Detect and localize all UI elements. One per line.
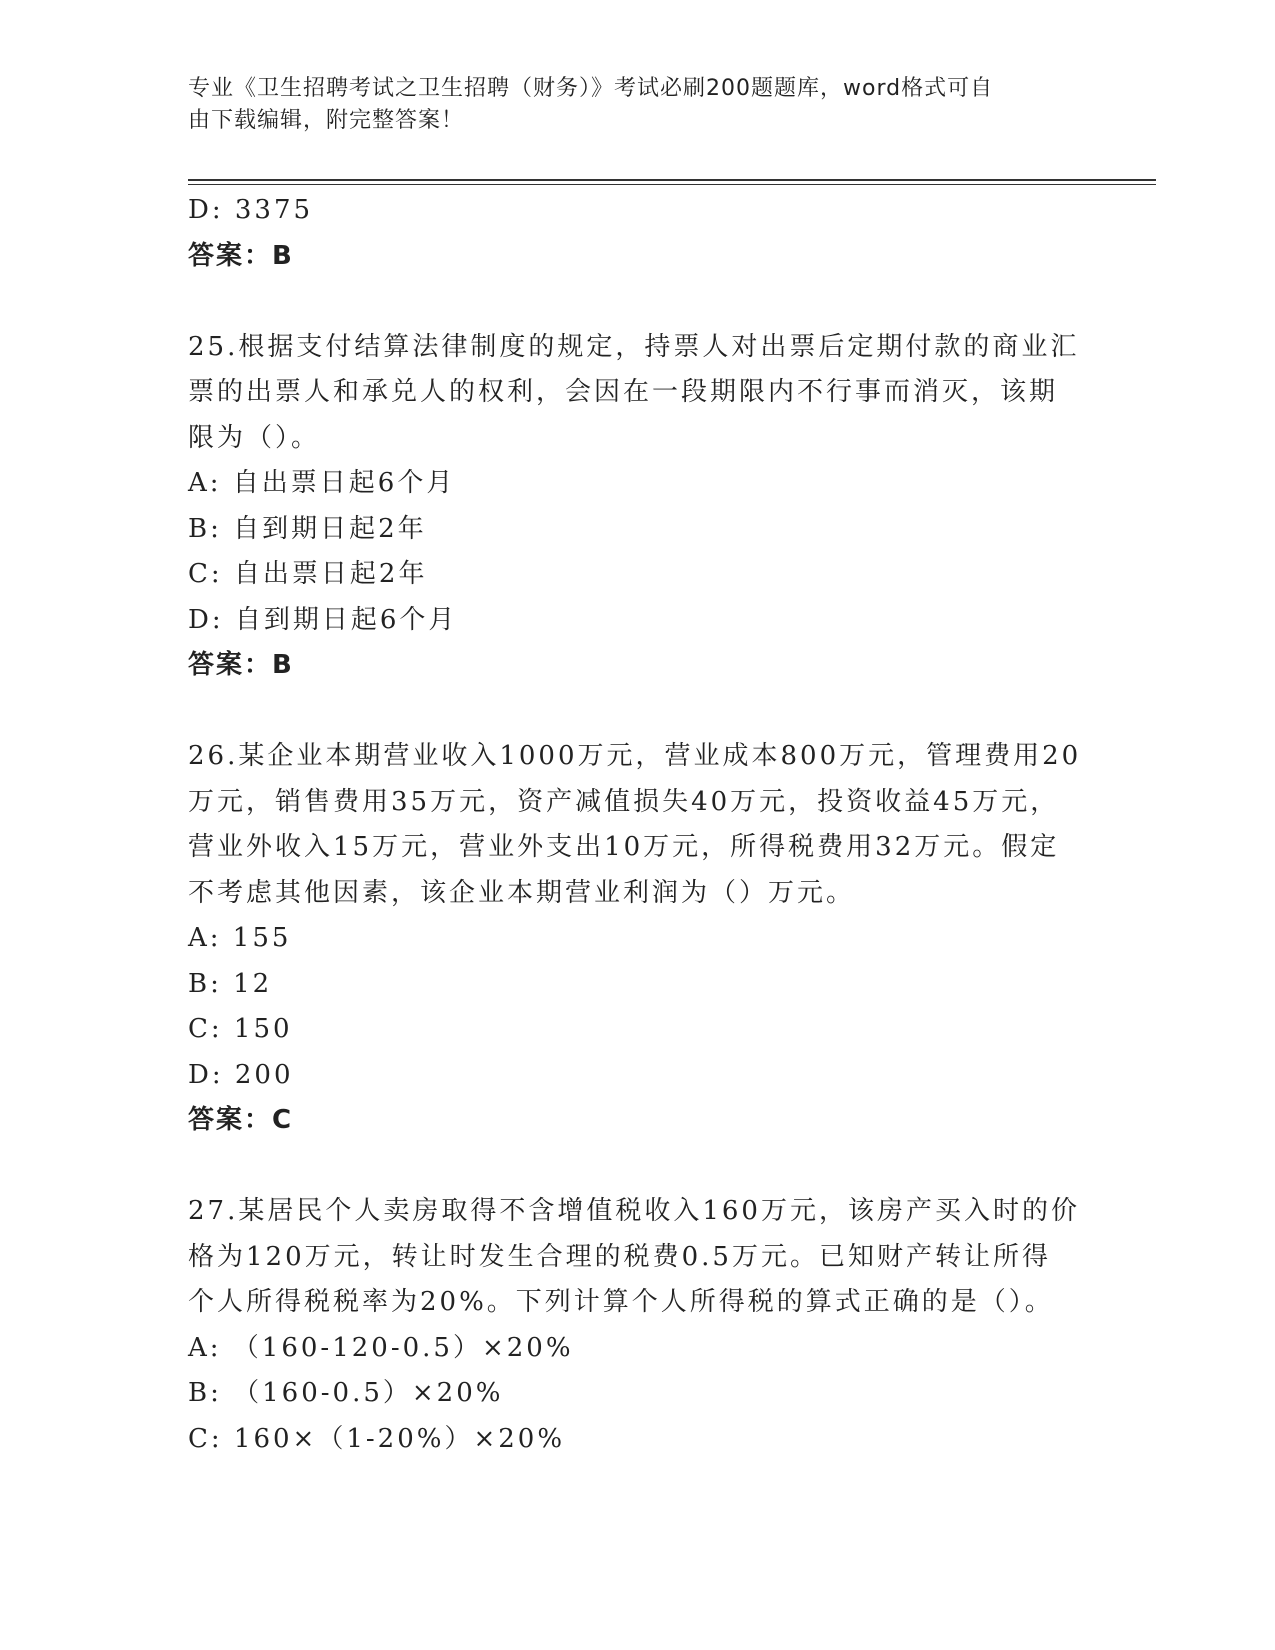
answer-line: 答案：C (188, 1105, 294, 1135)
question-text-line: 不考虑其他因素，该企业本期营业利润为（）万元。 (188, 877, 856, 908)
page-header (188, 73, 1068, 137)
header-divider-thin (188, 184, 1156, 185)
answer-line: 答案：B (188, 650, 294, 680)
question-text-line: 格为120万元，转让时发生合理的税费0.5万元。已知财产转让所得 (188, 1241, 1051, 1272)
option-a: A: 自出票日起6个月 (188, 468, 456, 498)
header-line-1: 专业《卫生招聘考试之卫生招聘（财务）》考试必刷200题题库，word格式可自 (188, 76, 994, 101)
question-list (188, 188, 1088, 1462)
option-d: D: 200 (188, 1059, 294, 1090)
spacer (188, 279, 1088, 325)
question-text-line: 27.某居民个人卖房取得不含增值税收入160万元，该房产买入时的价 (188, 1196, 1080, 1226)
option-a: A: （160-120-0.5）×20% (188, 1332, 574, 1363)
question-text-line: 万元，销售费用35万元，资产减值损失40万元，投资收益45万元， (188, 786, 1060, 817)
option-a: A: 155 (188, 923, 292, 953)
question-text-line: 营业外收入15万元，营业外支出10万元，所得税费用32万元。假定 (188, 832, 1060, 862)
spacer (188, 1144, 1088, 1190)
spacer (188, 689, 1088, 735)
question-25 (188, 325, 1088, 689)
option-c: C: 150 (188, 1014, 293, 1044)
option-b: B: 自到期日起2年 (188, 513, 427, 544)
option-d: D: 3375 (188, 195, 314, 225)
answer-line: 答案：B (188, 240, 294, 271)
question-27 (188, 1189, 1088, 1462)
question-text-line: 个人所得税税率为20%。下列计算个人所得税的算式正确的是（）。 (188, 1287, 1054, 1317)
question-text-line: 票的出票人和承兑人的权利，会因在一段期限内不行事而消灭，该期 (188, 377, 1059, 407)
question-text-line: 26.某企业本期营业收入1000万元，营业成本800万元，管理费用20 (188, 741, 1082, 771)
question-text-line: 25.根据支付结算法律制度的规定，持票人对出票后定期付款的商业汇 (188, 331, 1080, 362)
question-text-line: 限为（）。 (188, 422, 321, 453)
option-d: D: 自到期日起6个月 (188, 604, 458, 635)
option-c: C: 160×（1-20%）×20% (188, 1423, 566, 1454)
question-26 (188, 734, 1088, 1144)
option-b: B: （160-0.5）×20% (188, 1378, 504, 1408)
option-b: B: 12 (188, 968, 273, 999)
header-divider-thick (188, 179, 1156, 181)
option-c: C: 自出票日起2年 (188, 559, 428, 589)
header-line-2: 由下载编辑，附完整答案！ (188, 108, 465, 133)
